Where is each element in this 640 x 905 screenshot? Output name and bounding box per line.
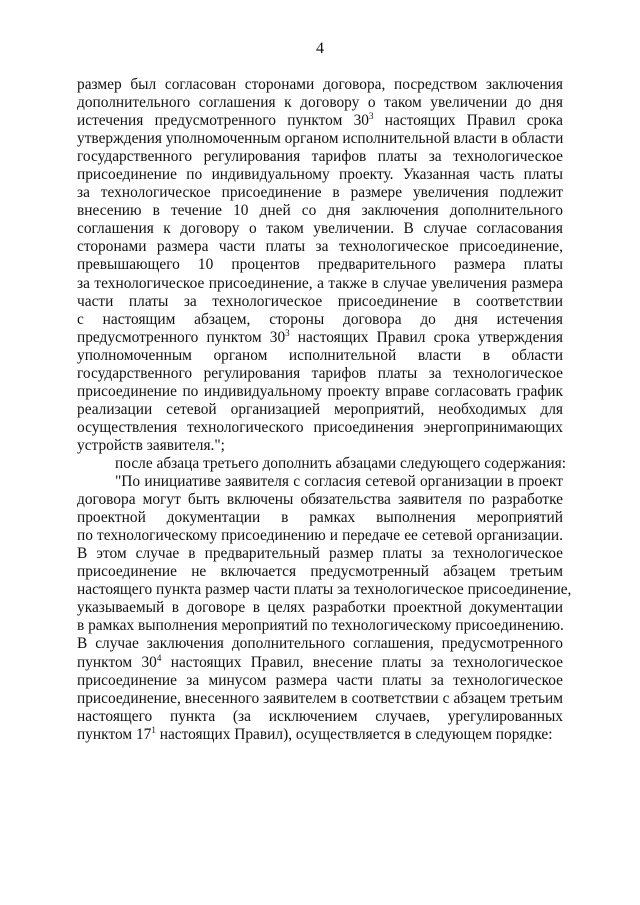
text-line	[77, 419, 563, 437]
text-line	[77, 437, 563, 455]
line-text-after: настоящих Правил срока утверждения	[289, 328, 564, 346]
line-text: в рамках выполнения мероприятий по технологическому присоединению.	[77, 617, 564, 635]
line-text: уполномоченным органом исполнительной власти в области	[77, 346, 563, 364]
text-line	[77, 726, 563, 744]
line-text-after: настоящих Правил срока	[373, 112, 563, 130]
line-text: за технологическое присоединение в размере увеличения подлежит	[77, 184, 563, 202]
text-line	[77, 148, 563, 166]
text-line	[77, 166, 563, 184]
text-line	[77, 690, 563, 708]
body-text	[77, 76, 572, 744]
line-text: присоединение, внесенного заявителем в соответствии с абзацем третьим	[77, 689, 563, 707]
text-line	[77, 654, 563, 672]
text-line	[77, 491, 563, 509]
text-line	[77, 454, 566, 473]
line-text: осуществления технологического присоединения энергопринимающих	[77, 418, 563, 436]
text-line	[77, 329, 563, 347]
text-line	[77, 509, 563, 527]
text-line	[77, 563, 563, 581]
text-line	[77, 220, 563, 238]
line-text: проектной документации в рамках выполнения мероприятий	[77, 509, 563, 527]
line-text-before: пунктом 17	[77, 725, 152, 743]
line-text: "По инициативе заявителя с согласия сетевой организации в проект	[115, 473, 563, 491]
line-text: настоящего пункта (за исключением случаев, урегулированных	[77, 707, 563, 725]
text-line	[77, 635, 563, 653]
line-text-before: истечения предусмотренного пунктом 30	[77, 112, 369, 130]
text-line	[77, 238, 563, 256]
line-text: государственного регулирования тарифов платы за технологическое	[77, 364, 563, 382]
line-text: по технологическому присоединению и передаче ее сетевой организации.	[77, 527, 563, 545]
line-text-before: предусмотренного пунктом 30	[77, 328, 286, 346]
line-text: присоединение по индивидуальному проекту. Указанная часть платы	[77, 166, 563, 184]
text-line	[77, 311, 563, 329]
line-text: за технологическое присоединение, а также в случае увеличения размера	[77, 274, 563, 292]
superscript: 1	[151, 724, 156, 735]
line-text: части платы за технологическое присоединение в соответствии	[77, 292, 563, 310]
superscript: 4	[156, 652, 162, 663]
line-text: настоящего пункта размер части платы за технологическое присоединение,	[77, 581, 572, 599]
text-line	[77, 473, 563, 491]
text-line	[77, 256, 563, 274]
line-text: внесению в течение 10 дней со дня заключения дополнительного	[77, 202, 563, 220]
text-line	[77, 293, 563, 311]
text-line	[77, 184, 563, 202]
line-text: В этом случае в предварительный размер платы за технологическое	[77, 545, 563, 563]
text-line	[77, 401, 563, 419]
line-text-after: настоящих Правил, внесение платы за технологическое	[161, 653, 563, 671]
line-text: указываемый в договоре в целях разработки проектной документации	[77, 599, 563, 617]
line-text: государственного регулирования тарифов платы за технологическое	[77, 148, 563, 166]
text-line	[77, 202, 563, 220]
line-text: сторонами размера части платы за технологическое присоединение,	[77, 238, 563, 256]
line-text: с настоящим абзацем, стороны договора до дня истечения	[77, 310, 563, 328]
line-text: договора могут быть включены обязательства заявителя по разработке	[77, 491, 563, 509]
text-line	[77, 347, 563, 365]
text-line	[77, 527, 563, 545]
text-line	[77, 708, 563, 726]
line-text: реализации сетевой организацией мероприятий, необходимых для	[77, 400, 563, 418]
page-number: 4	[316, 40, 324, 57]
text-line	[77, 545, 563, 563]
line-text: присоединение не включается предусмотренный абзацем третьим	[77, 563, 563, 581]
text-line	[77, 672, 563, 690]
line-text: В случае заключения дополнительного соглашения, предусмотренного	[77, 635, 563, 653]
line-text-before: пунктом 30	[77, 653, 157, 671]
text-line	[77, 617, 563, 635]
text-line	[77, 275, 563, 293]
text-line	[77, 383, 563, 401]
superscript: 3	[368, 111, 374, 122]
line-text: устройств заявителя.";	[77, 436, 225, 454]
text-line	[77, 112, 563, 130]
superscript: 3	[285, 327, 290, 338]
text-line	[77, 94, 563, 112]
line-text: присоединение по индивидуальному проекту вправе согласовать график	[77, 382, 563, 400]
text-line	[77, 599, 563, 617]
line-text: превышающего 10 процентов предварительного размера платы	[77, 256, 563, 274]
line-text: утверждения уполномоченным органом исполнительной власти в области	[77, 130, 564, 148]
line-text: дополнительного соглашения к договору о таком увеличении до дня	[77, 94, 563, 112]
line-text: размер был согласован сторонами договора, посредством заключения	[77, 76, 563, 93]
line-text: после абзаца третьего дополнить абзацами следующего содержания:	[115, 454, 566, 472]
line-text: соглашения к договору о таком увеличении. В случае согласования	[77, 220, 563, 238]
text-line	[77, 130, 563, 148]
text-line	[77, 581, 572, 599]
line-text-after: настоящих Правил), осуществляется в следующем порядке:	[155, 725, 553, 743]
line-text: присоединение за минусом размера части платы за технологическое	[77, 671, 563, 689]
text-line	[77, 365, 563, 383]
text-line	[77, 76, 563, 94]
